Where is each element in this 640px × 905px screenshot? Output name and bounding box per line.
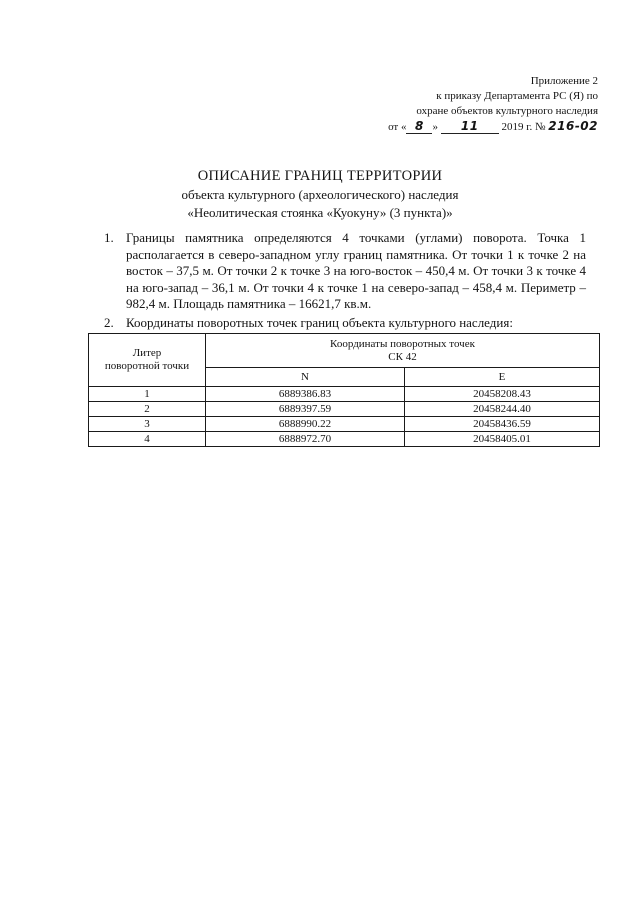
cell-point: 4 — [89, 432, 206, 447]
cell-n: 6888990.22 — [206, 417, 405, 432]
appendix-date-line — [388, 119, 598, 135]
cell-point: 3 — [89, 417, 206, 432]
list-item — [104, 230, 586, 313]
list-item-number: 2. — [104, 314, 114, 330]
cell-e: 20458405.01 — [405, 432, 600, 447]
list-item-text: Координаты поворотных точек границ объекта культурного наследия: — [126, 314, 513, 330]
table-row — [89, 417, 600, 432]
title-name: «Неолитическая стоянка «Куокуну» (3 пункта)» — [187, 205, 453, 220]
table-row — [89, 402, 600, 417]
header-liter — [89, 334, 206, 387]
date-mid: » — [432, 121, 438, 133]
appendix-department: охране объектов культурного наследия — [416, 105, 598, 117]
cell-e: 20458208.43 — [405, 387, 600, 402]
table-row — [89, 387, 600, 402]
list-item-text: Границы памятника определяются 4 точками (углами) поворота. Точка 1 располагается в северо-западном углу границ памятника. От точки 1 к точке 2 на восток – 37,5 м. От точки 2 к точке 3 на юго-восток – 450,4 м. От точки 3 к точке 4 на юго-запад – 36,1 м. От точки 4 к точке 1 на северо-запад – 458,4 м. Периметр – 982,4 м. Площадь памятника – 16621,7 кв.м. — [126, 230, 586, 311]
header-coords-line1: Координаты поворотных точек — [330, 337, 475, 350]
cell-e: 20458244.40 — [405, 402, 600, 417]
order-number: 216-02 — [548, 119, 598, 133]
title-object: объекта культурного (археологического) наследия — [181, 187, 459, 202]
header-n: N — [206, 368, 405, 387]
list-item — [104, 315, 586, 332]
cell-point: 2 — [89, 402, 206, 417]
cell-n: 6888972.70 — [206, 432, 405, 447]
header-liter-line2: поворотной точки — [104, 360, 190, 372]
cell-e: 20458436.59 — [405, 417, 600, 432]
header-liter-line1: Литер — [132, 347, 162, 359]
date-prefix: от « — [388, 121, 407, 133]
table-row — [89, 432, 600, 447]
document-title — [0, 166, 640, 222]
cell-n: 6889386.83 — [206, 387, 405, 402]
appendix-header — [388, 74, 598, 135]
date-day: 8 — [406, 120, 432, 134]
header-coords — [206, 334, 600, 368]
date-year: 2019 г. № — [501, 121, 546, 133]
cell-point: 1 — [89, 387, 206, 402]
description-list — [104, 230, 586, 331]
list-item-number: 1. — [104, 230, 114, 245]
title-main: ОПИСАНИЕ ГРАНИЦ ТЕРРИТОРИИ — [197, 168, 443, 184]
cell-n: 6889397.59 — [206, 402, 405, 417]
appendix-label: Приложение 2 — [530, 75, 598, 87]
header-e: E — [405, 368, 600, 387]
appendix-order-ref: к приказу Департамента РС (Я) по — [436, 90, 598, 102]
date-month: 11 — [441, 120, 499, 134]
header-coords-line2: СК 42 — [388, 350, 417, 363]
coordinates-table — [88, 333, 600, 447]
